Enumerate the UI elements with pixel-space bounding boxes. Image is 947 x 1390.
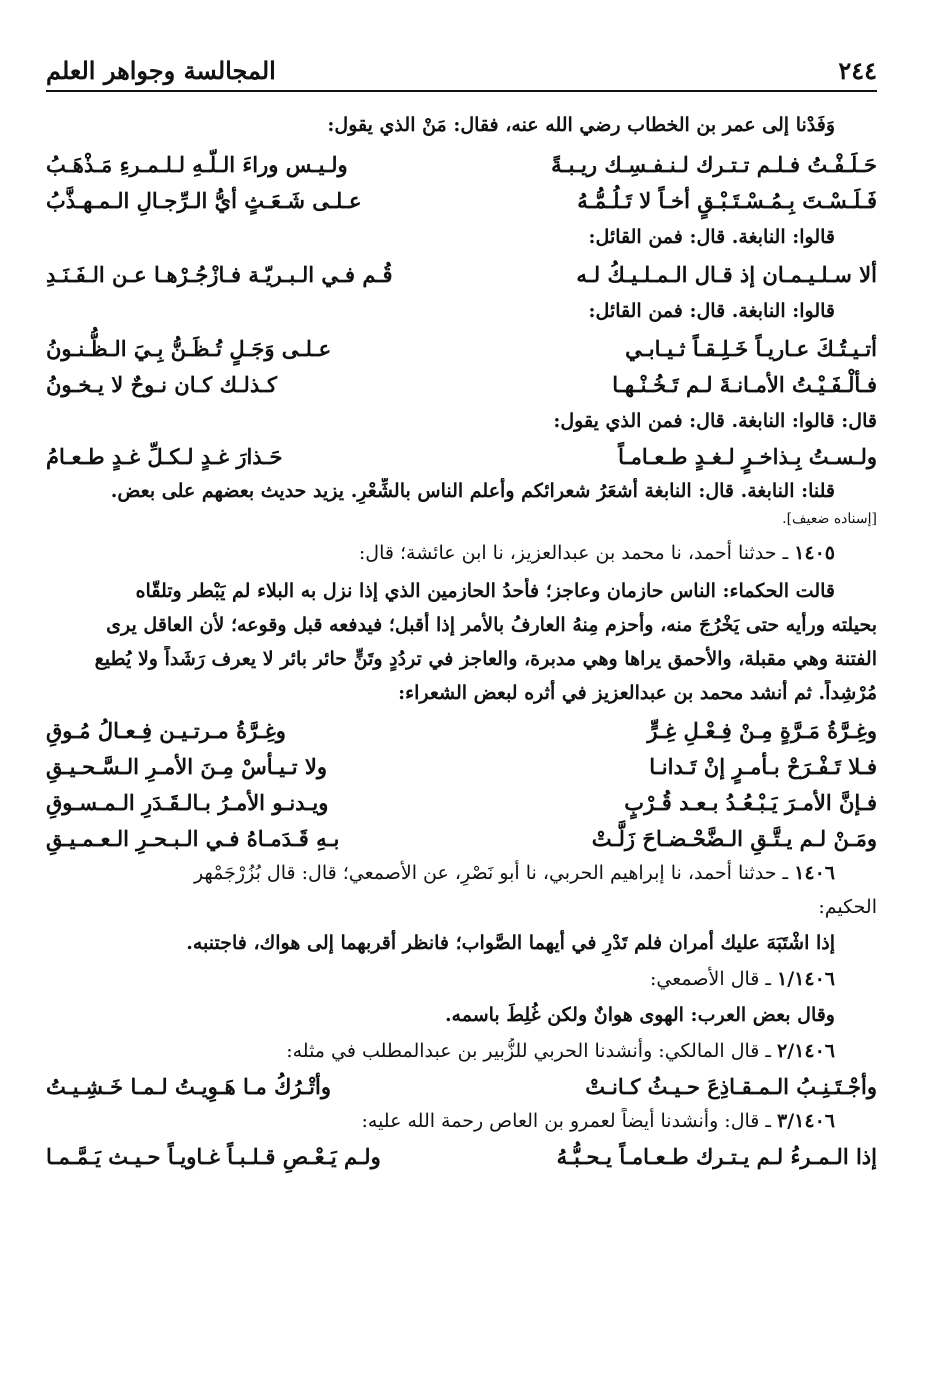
hadith-entry	[46, 1108, 877, 1134]
verse-line	[46, 790, 877, 816]
verse-second-hemistich: ولـم يَـعْـصِ قـلـبـاً غـاويـاً حـيـث يَـمَّـمـا	[46, 1144, 381, 1169]
verse-first-hemistich: إذا الـمـرءُ لـم يـتـرك طـعـامـاً يـحـبُّـهُ	[556, 1144, 877, 1169]
verse-second-hemistich: عـلـى شَـعَـثٍ أيُّ الـرِّجـالِ الـمـهـذَّبُ	[46, 188, 362, 213]
hadith-chain: ـ حدثنا أحمد، نا محمد بن عبدالعزيز، نا ابن عائشة؛ قال:	[358, 542, 795, 564]
verse-second-hemistich: وأتْـرُكُ مـا هَـوِيـتُ لـمـا خَـشِـيـتُ	[46, 1074, 331, 1099]
prose-line: قال: قالوا: النابغة. قال: فمن الذي يقول:	[553, 410, 877, 432]
verse-first-hemistich: فـألْـفَـيْـتُ الأمـانـةَ لـم تَـخُـنْـهـا	[612, 372, 877, 397]
verse-first-hemistich: وأجْـتَـنِـبُ الـمـقـاذِعَ حـيـثُ كـانـتْ	[585, 1074, 877, 1099]
prose-line: مُرْشِداً. ثم أنشد محمد بن عبدالعزيز في أثره لبعض الشعراء:	[398, 682, 877, 704]
verse-line	[46, 718, 877, 744]
prose-line: قالت الحكماء: الناس حازمان وعاجز؛ فأحدُ الحازمين الذي إذا نزل به البلاء لم يَبْطر وتلقّاه	[135, 580, 835, 602]
verse-second-hemistich: كـذلـك كـان نـوحٌ لا يـخـونُ	[46, 372, 277, 397]
hadith-chain: ـ قال الأصمعي:	[650, 968, 778, 990]
verse-second-hemistich: عـلـى وَجَـلٍ تُـظَـنُّ بِـيَ الـظُّـنـونُ	[46, 336, 332, 361]
book-title: المجالسة وجواهر العلم	[46, 55, 276, 85]
verse-line	[46, 372, 877, 398]
verse-first-hemistich: فَـلَـسْـتَ بِـمُـسْـتَـبْـقٍ أخـاً لا تَـلُـمُّـهُ	[577, 188, 877, 213]
verse-line	[46, 826, 877, 852]
prose-line: بحيلته ورأيه حتى يَخْرُجَ منه، وأحزم مِنهُ العارفُ بالأمر إذا أقبل؛ فيدفعه قبل وقوعه؛ لأن العاقل يرى	[106, 614, 877, 636]
verse-line	[46, 152, 877, 178]
hadith-chain: ـ حدثنا أحمد، نا إبراهيم الحربي، نا أبو نَصْرٍ، عن الأصمعي؛ قال: قال بُزُرْجَمْهر	[193, 862, 795, 884]
verse-second-hemistich: قُـم فـي الـبـريّـة فـازْجُـرْهـا عـن الـفَـنَـدِ	[46, 262, 393, 287]
prose-line: إذا اشْتَبَهَ عليك أمران فلم تَدْرِ في أيهما الصَّواب؛ فانظر أقربهما إلى هواك، فاجتنبه.	[186, 932, 835, 954]
verse-second-hemistich: ولا تـيـأسْ مِـنَ الأمـرِ الـسَّـحـيـقِ	[46, 754, 328, 779]
prose-line: وَفَدْنا إلى عمر بن الخطاب رضي الله عنه، فقال: مَنْ الذي يقول:	[327, 114, 835, 136]
verse-line	[46, 444, 877, 470]
prose-line: قالوا: النابغة. قال: فمن القائل:	[588, 300, 835, 322]
verse-second-hemistich: بـهِ قَـدَمـاهُ فـي الـبـحـرِ الـعـمـيـقِ	[46, 826, 340, 851]
hadith-entry	[46, 860, 877, 886]
prose-line: قالوا: النابغة. قال: فمن القائل:	[588, 226, 835, 248]
verse-line	[46, 1144, 877, 1170]
prose-line: قلنا: النابغة. قال: النابغة أشعَرُ شعرائكم وأعلم الناس بالشِّعْرِ. يزيد حديث بعضهم على بعض.	[110, 480, 835, 502]
hadith-entry	[46, 1038, 877, 1064]
verse-first-hemistich: فـإنَّ الأمـرَ يَـبْـعُـدُ بـعـد قُـرْبٍ	[624, 790, 877, 815]
verse-second-hemistich: وغِـرَّةُ مـرتـيـن فِـعـالُ مُـوقِ	[46, 718, 286, 743]
verse-line	[46, 754, 877, 780]
verse-first-hemistich: وغِـرَّةُ مَـرَّةٍ مِـنْ فِـعْـلِ غِـرٍّ	[647, 718, 877, 743]
prose-line: الفتنة وهي مقبلة، والأحمق يراها وهي مدبرة، والعاجز في تردُدٍ وتَنٍّ حائر بائر لا يعرف رَشَداً ولا يُطيع	[94, 648, 877, 670]
hadith-entry	[46, 540, 877, 566]
verse-first-hemistich: ولـسـتُ بِـذاخـرٍ لـغـدٍ طـعـامـاً	[618, 444, 877, 469]
page-header	[46, 50, 877, 92]
hadith-number: ٣/١٤٠٦	[777, 1110, 835, 1132]
prose-line: وقال بعض العرب: الهوى هوانٌ ولكن غُلِطَ باسمه.	[444, 1004, 835, 1026]
verse-line	[46, 1074, 877, 1100]
prose-line: الحكيم:	[818, 896, 877, 918]
hadith-number: ١٤٠٦	[794, 862, 835, 884]
verse-line	[46, 336, 877, 362]
verse-line	[46, 262, 877, 288]
source-note: [إسناده ضعيف].	[782, 511, 877, 527]
hadith-number: ٢/١٤٠٦	[777, 1040, 835, 1062]
verse-line	[46, 188, 877, 214]
verse-first-hemistich: أتـيـتُـكَ عـاريـاً خَـلِـقـاً ثـيـابـي	[625, 336, 877, 361]
verse-second-hemistich: حَـذارَ غـدٍ لـكـلِّ غـدٍ طـعـامُ	[46, 444, 283, 469]
verse-second-hemistich: ولـيـس وراءَ الـلّـهِ لـلـمـرءِ مَـذْهَـبُ	[46, 152, 348, 177]
verse-first-hemistich: ألا سـلـيـمـان إذ قـال الـمـلـيـكُ لـه	[576, 262, 877, 287]
page-body	[46, 112, 877, 1170]
verse-second-hemistich: ويـدنـو الأمـرُ بـالـقَـدَرِ الـمـسـوقِ	[46, 790, 329, 815]
verse-first-hemistich: حَـلَـفْـتُ فـلـم تـتـرك لـنـفـسِـك ريـبـةً	[551, 152, 877, 177]
hadith-number: ١٤٠٥	[794, 542, 835, 564]
hadith-chain: ـ قال المالكي: وأنشدنا الحربي للزُّبير بن عبدالمطلب في مثله:	[286, 1040, 778, 1062]
verse-first-hemistich: ومَـنْ لـم يـتَّـقِ الـضَّحْـضـاحَ زَلَّـتْ	[591, 826, 877, 851]
hadith-entry	[46, 966, 877, 992]
verse-first-hemistich: فـلا تَـفْـرَحْ بـأمـرٍ إنْ تَـدانـا	[649, 754, 877, 779]
hadith-chain: ـ قال: وأنشدنا أيضاً لعمرو بن العاص رحمة الله عليه:	[361, 1110, 778, 1132]
page-number: ٢٤٤	[838, 55, 877, 85]
hadith-number: ١/١٤٠٦	[777, 968, 835, 990]
